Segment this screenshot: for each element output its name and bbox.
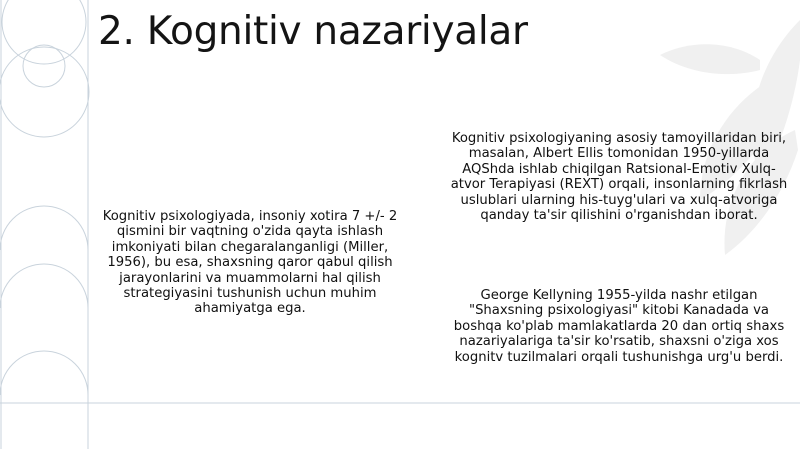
decorative-arch-2 (0, 264, 88, 308)
right-paragraph-1: Kognitiv psixologiyaning asosiy tamoyillaridan biri, masalan, Albert Ellis tomonidan 1950-yillarda AQShda ishlab chiqilgan Ratsional-Emotiv Xulq-atvor Terapiyasi (REXT) orqali, insonlarning fikrlash uslublari ularning his-tuyg'ulari va xulq-atvoriga qanday ta'sir qilishini o'rganishdan iborat. (450, 131, 788, 224)
slide-title: 2. Kognitiv nazariyalar (98, 9, 528, 54)
left-paragraph: Kognitiv psixologiyada, insoniy xotira 7 +/- 2 qismini bir vaqtning o'zida qayta ishlash imkoniyati bilan chegaralanganligi (Miller, 1956), bu esa, shaxsning qaror qabul qilish jarayonlarini va muammolarni hal qilish strategiyasini tushunish uchun muhim ahamiyatga ega. (102, 209, 398, 317)
decorative-circle-small (23, 45, 65, 87)
decorative-arch-1 (0, 206, 88, 250)
decorative-arch-3 (0, 351, 88, 395)
decorative-circle-mid (0, 47, 89, 137)
decorative-circle-top (2, 0, 86, 64)
right-paragraph-2: George Kellyning 1955-yilda nashr etilgan "Shaxsning psixologiyasi" kitobi Kanadada va boshqa ko'plab mamlakatlarda 20 dan ortiq shaxs nazariyalariga ta'sir ko'rsatib, shaxsni o'ziga xos kognitv tuzilmalari orqali tushunishga urg'u berdi. (453, 288, 785, 365)
